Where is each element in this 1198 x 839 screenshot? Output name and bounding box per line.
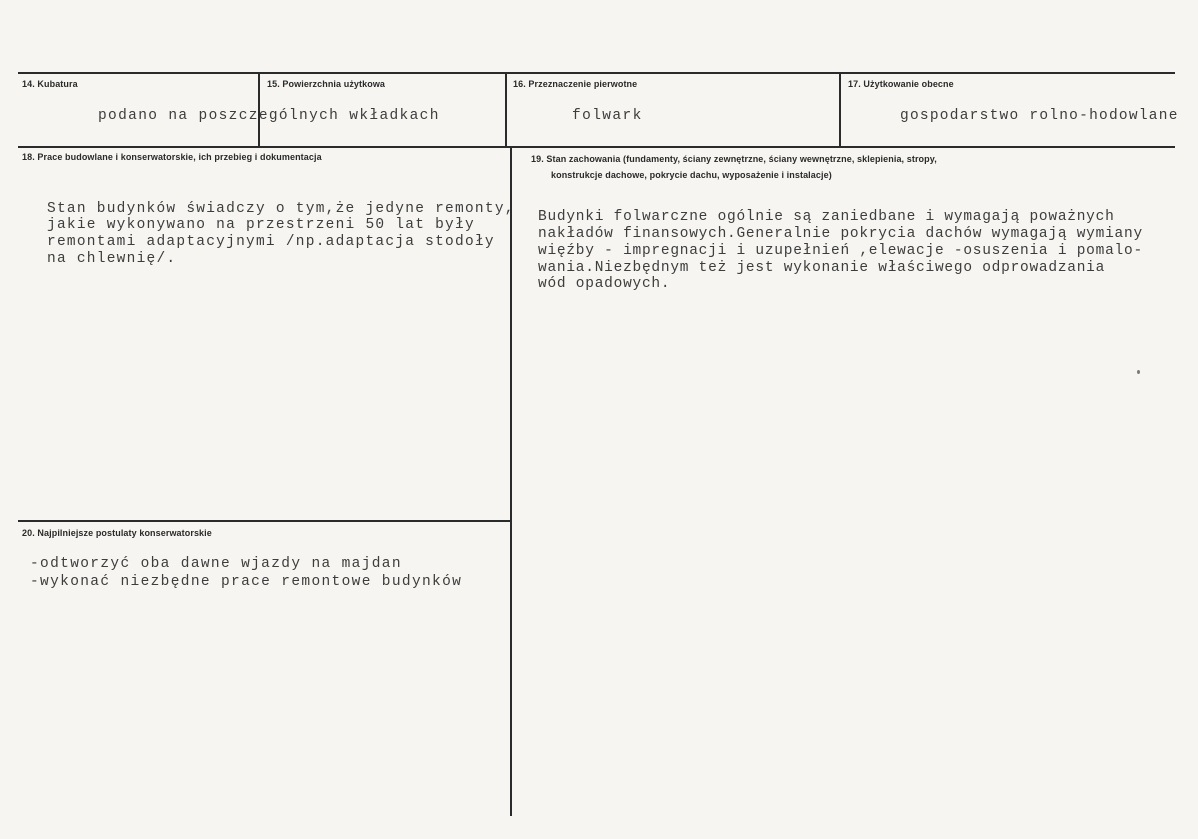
- field-18-label: 18. Prace budowlane i konserwatorskie, ich przebieg i dokumentacja: [22, 152, 322, 162]
- field-20-label: 20. Najpilniejsze postulaty konserwatorskie: [22, 528, 212, 538]
- paper-speck: [1137, 370, 1140, 374]
- field-18-line: na chlewnię/.: [47, 251, 177, 267]
- field-19-line: więźby - impregnacji i uzupełnień ,elewacje -osuszenia i pomalo-: [538, 243, 1143, 259]
- field-20-line: -wykonać niezbędne prace remontowe budynków: [30, 574, 463, 590]
- field-18-line: jakie wykonywano na przestrzeni 50 lat były: [47, 217, 475, 233]
- top-rule: [18, 72, 1175, 74]
- field-17-label: 17. Użytkowanie obecne: [848, 79, 954, 89]
- field-16-label: 16. Przeznaczenie pierwotne: [513, 79, 638, 89]
- field-19-line: wania.Niezbędnym też jest wykonanie właściwego odprowadzania: [538, 260, 1106, 276]
- field-16-value: folwark: [572, 108, 643, 124]
- field-19-label-line1: 19. Stan zachowania (fundamenty, ściany zewnętrzne, ściany wewnętrzne, sklepienia, stropy,: [531, 154, 937, 164]
- field-15-label: 15. Powierzchnia użytkowa: [267, 79, 386, 89]
- col-divider-17: [839, 73, 841, 147]
- row-divider: [18, 146, 1175, 148]
- field-19-line: nakładów finansowych.Generalnie pokrycia dachów wymagają wymiany: [538, 226, 1143, 242]
- field-19-line: Budynki folwarczne ogólnie są zaniedbane i wymagają poważnych: [538, 209, 1115, 225]
- field-14-value: podano na poszczególnych wkładkach: [98, 108, 440, 124]
- field-14-label: 14. Kubatura: [22, 79, 78, 89]
- field-18-line: remontami adaptacyjnymi /np.adaptacja stodoły: [47, 234, 495, 250]
- main-vertical-divider: [510, 147, 512, 816]
- col-divider-16: [505, 73, 507, 147]
- field-19-line: wód opadowych.: [538, 276, 671, 292]
- field-18-line: Stan budynków świadczy o tym,że jedyne remonty,: [47, 201, 515, 217]
- section-divider-20: [18, 520, 510, 522]
- field-17-value: gospodarstwo rolno-hodowlane: [900, 108, 1179, 124]
- field-19-label-line2: konstrukcje dachowe, pokrycie dachu, wyposażenie i instalacje): [551, 170, 832, 180]
- field-20-line: -odtworzyć oba dawne wjazdy na majdan: [30, 556, 402, 572]
